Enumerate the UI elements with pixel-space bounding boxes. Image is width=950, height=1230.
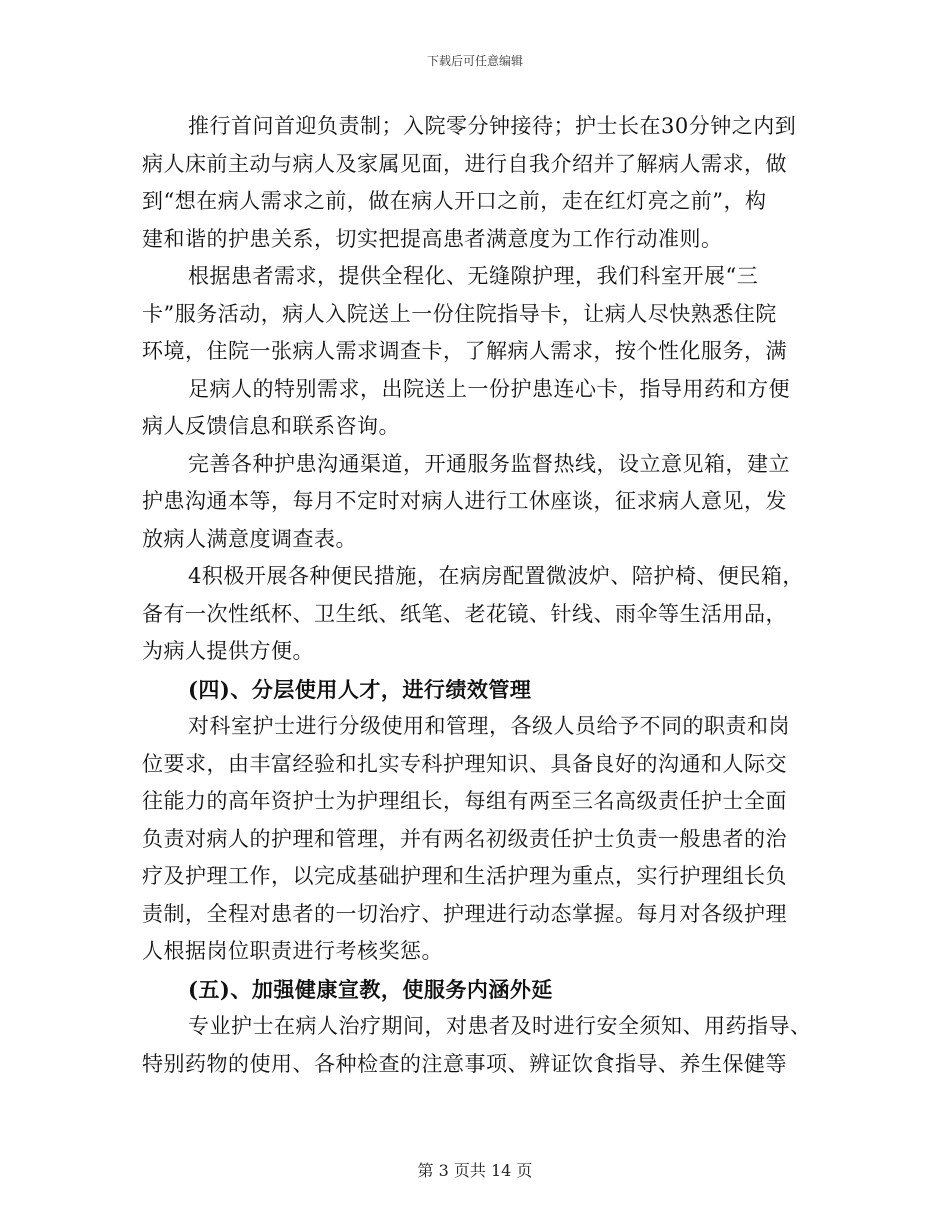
text-line: 护患沟通本等，每月不定时对病人进行工休座谈，征求病人意见，发 — [142, 489, 787, 513]
text-line: 完善各种护患沟通渠道，开通服务监督热线，设立意见箱，建立 — [188, 451, 790, 476]
text-line: 专业护士在病人治疗期间，对患者及时进行安全须知、用药指导、 — [188, 1014, 812, 1038]
text-line: 责制，全程对患者的一切治疗、护理进行动态掌握。每月对各级护理 — [142, 901, 787, 926]
text-line: 环境，住院一张病人需求调查卡，了解病人需求，按个性化服务，满 — [142, 339, 787, 363]
text-line: 卡”服务活动，病人入院送上一份住院指导卡，让病人尽快熟悉住院 — [142, 301, 777, 326]
text-line: 建和谐的护患关系，切实把提高患者满意度为工作行动准则。 — [142, 226, 723, 251]
text-line: 负责对病人的护理和管理，并有两名初级责任护士负责一般患者的治 — [142, 826, 787, 851]
text-line: 到“想在病人需求之前，做在病人开口之前，走在红灯亮之前”，构 — [142, 189, 767, 213]
text-line: 推行首问首迎负责制；入院零分钟接待；护士长在30分钟之内到 — [188, 114, 797, 138]
text-line: 往能力的高年资护士为护理组长，每组有两至三名高级责任护士全面 — [142, 789, 787, 813]
page-footer: 第 3 页共 14 页 — [417, 1161, 533, 1180]
text-line: 疗及护理工作，以完成基础护理和生活护理为重点，实行护理组长负 — [142, 864, 787, 888]
page-header: 下载后可任意编辑 — [426, 54, 523, 68]
section-heading: (四)、分层使用人才，进行绩效管理 — [188, 676, 532, 702]
text-line: 特别药物的使用、各种检查的注意事项、辨证饮食指导、养生保健等 — [142, 1051, 787, 1076]
document-body — [142, 108, 822, 1083]
text-line: 备有一次性纸杯、卫生纸、纸笔、老花镜、针线、雨伞等生活用品， — [142, 601, 787, 626]
text-line: 放病人满意度调查表。 — [142, 526, 357, 551]
text-line: 病人床前主动与病人及家属见面，进行自我介绍并了解病人需求，做 — [142, 151, 787, 176]
text-line: 为病人提供方便。 — [142, 639, 314, 663]
text-line: 4积极开展各种便民措施，在病房配置微波炉、陪护椅、便民箱， — [188, 564, 804, 588]
text-line: 根据患者需求，提供全程化、无缝隙护理，我们科室开展“三 — [188, 264, 759, 288]
section-heading: (五)、加强健康宣教，使服务内涵外延 — [188, 976, 553, 1002]
text-line: 病人反馈信息和联系咨询。 — [142, 414, 400, 438]
text-line: 位要求，由丰富经验和扎实专科护理知识、具备良好的沟通和人际交 — [142, 751, 787, 776]
text-line: 人根据岗位职责进行考核奖惩。 — [142, 939, 443, 963]
text-line: 足病人的特别需求，出院送上一份护患连心卡，指导用药和方便 — [188, 376, 790, 401]
text-line: 对科室护士进行分级使用和管理，各级人员给予不同的职责和岗 — [188, 714, 790, 738]
